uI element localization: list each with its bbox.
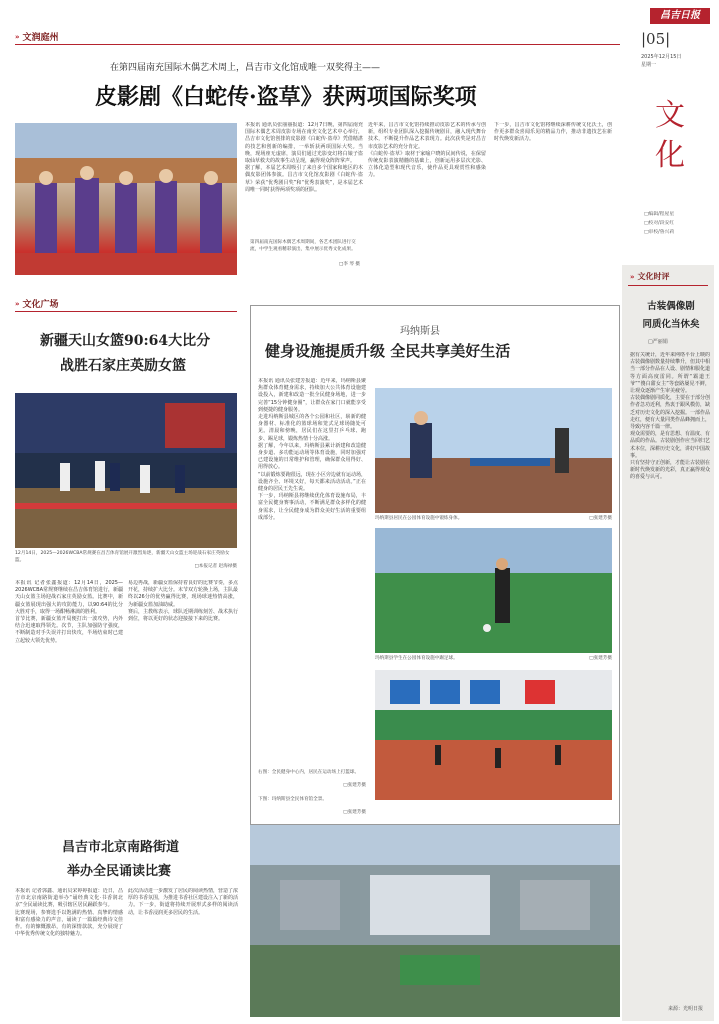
article3-title-line1: 昌吉市北京南路街道 bbox=[62, 840, 180, 855]
article4-title: 健身设施提质升级 全民共享美好生活 bbox=[265, 342, 511, 360]
article1-paragraph-1: 本报讯 通讯员张丽丽报道：12月7日晚，第四届南充国际木偶艺术周皮影专场在南充文化艺术中心举行，昌吉市文化馆创排的皮影剧《白蛇传·盗草》凭借精湛的技艺和创新的编排，一举斩获两项国际大奖。当晚，现场座无虚席，演员们通过光影变幻将白娘子盗取仙草救夫的故事生动呈现，赢得观众阵阵掌声。 bbox=[245, 122, 363, 165]
article2-paragraph-3: 易边再战，新疆女篮保持着良好的比赛节奏，多点开花，持续扩大比分。末节双方轮换上场，主队最终以26分的优势赢得比赛，现场球迷热情高涨，为新疆女篮加油助威。 bbox=[128, 580, 238, 608]
article4-paragraph-2: 走进玛纳斯县城区的各个公园和社区，崭新的健身器材、标准化的篮球场和笼式足球场随处可见。清晨和傍晚，居民们在这里打乒乓球、跑步、踢足球，锻炼热情十分高涨。 bbox=[258, 414, 366, 442]
article4-county: 玛纳斯县 bbox=[400, 326, 440, 337]
column-char-2: 化 bbox=[655, 138, 685, 173]
section-header-1: » 文润庭州 bbox=[15, 32, 59, 43]
article4-caption-3: 右图：全民健身中心内，居民在运动场上打篮球。 bbox=[258, 770, 360, 775]
article4-credit-2: □张建芳摄 bbox=[589, 656, 612, 661]
proofer-credit: □校对/段安红 bbox=[644, 221, 675, 226]
article4-credit-4: □张建芳摄 bbox=[343, 810, 366, 815]
article3-paragraph-2: 比赛现场，参赛选手以饱满的热情、真挚的情感和富有感染力的声音，诵读了一篇篇经典诗文佳作。有的慷慨激昂，有的深情款款，充分展现了中华优秀传统文化的独特魅力。 bbox=[15, 909, 123, 938]
column-char-1: 文 bbox=[655, 98, 685, 133]
article2-title-line2: 战胜石家庄英励女篮 bbox=[60, 358, 186, 374]
article3-paragraph-1: 本报讯 记者郭鑫、通讯员宋婷婷报道：近日，昌吉市北京南路街道举办“诵经典文化·书香润北京”全民诵读比赛，吸引辖区居民踊跃参与。 bbox=[15, 888, 123, 909]
article1-paragraph-4: 《白蛇传·盗草》取材于家喻户晓的民间传说，在保留传统皮影表演精髓的基础上，创新运用多层次光影、立体化造型和现代音乐，使作品更具观赏性和感染力。 bbox=[368, 150, 486, 179]
brand-logo: 昌吉日报 bbox=[650, 8, 710, 24]
article4-caption-2: 玛纳斯县学生在公园体育设施中踢足球。 bbox=[375, 656, 458, 661]
section-rule-2 bbox=[15, 311, 237, 312]
article3-title-line2: 举办全民诵读比赛 bbox=[67, 864, 172, 879]
commentary-title-line2: 同质化当休矣 bbox=[642, 319, 700, 330]
commentary-paragraph-3: 观众需要的，是有思想、有温度、有品质的作品。古装剧创作应当回归艺术本位，深耕历史文化，讲好中国故事。 bbox=[630, 431, 710, 459]
article1-subtitle: 在第四届南充国际木偶艺术周上，昌吉市文化馆成唯一双奖得主—— bbox=[110, 63, 381, 73]
article2-photo bbox=[15, 393, 237, 548]
article4-paragraph-3: 据了解，今年以来，玛纳斯县累计新建和改造健身步道、多功能运动场等体育设施，同时加强对已建设施的日常维护和管理，确保群众用得好、用得放心。 bbox=[258, 442, 366, 471]
article4-aerial-photo bbox=[250, 825, 620, 1017]
article1-paragraph-2: 据了解，本届艺术周吸引了来自多个国家和地区的木偶皮影团体参演。昌吉市文化馆皮影剧《白蛇传·盗草》荣获“优秀剧目奖”和“优秀表演奖”，是本届艺术周唯一同时获得两项奖项的团队。 bbox=[245, 165, 363, 193]
chevron-icon: » bbox=[630, 272, 635, 281]
article2-caption: 12月14日，2025—2026WCBA常规赛在昌吉体育馆展开激烈角逐，新疆天山女篮主场迎战石家庄英励女篮。 bbox=[15, 551, 230, 563]
issue-date: 2025年12月15日 bbox=[641, 54, 682, 60]
article1-photo-credit: □李 琴 摄 bbox=[338, 262, 360, 267]
commentary-paragraph-2: 古装偶像剧同质化，主要在于部分创作者急功近利，热衷于跟风模仿，缺乏对历史文化的深入挖掘。一部作品走红，便有大量同类作品蜂拥而上，导致内容千篇一律。 bbox=[630, 395, 710, 431]
section-header-2: » 文化广场 bbox=[15, 299, 59, 310]
commentary-source: 来源：光明日报 bbox=[668, 1006, 704, 1012]
chevron-icon: » bbox=[15, 299, 20, 308]
article1-photo bbox=[15, 123, 237, 275]
commentary-paragraph-4: 只有坚持守正创新，才能让古装剧在新时代焕发新的光彩，真正赢得观众的喜爱与认可。 bbox=[630, 460, 710, 481]
article4-photo-pingpong bbox=[375, 388, 612, 513]
article4-caption-4: 下图：玛纳斯县全民体育馆全景。 bbox=[258, 797, 327, 802]
section-rule-1 bbox=[15, 44, 620, 45]
article4-caption-1: 玛纳斯县居民在公园体育设施中锻炼身体。 bbox=[375, 516, 463, 521]
article2-paragraph-2: 首节比赛，新疆女篮开局便打出一波攻势，内外结合迅速取得领先。次节，主队加强防守强度，不断制造对手失误并打出快攻，半场结束时已建立起较大领先优势。 bbox=[15, 616, 123, 644]
chevron-icon: » bbox=[15, 32, 20, 41]
article1-paragraph-3: 近年来，昌吉市文化馆持续推动皮影艺术的传承与创新，组织专业团队深入挖掘传统剧目，融入现代舞台技术，不断提升作品艺术表现力。此次获奖是对昌吉市皮影艺术的充分肯定。 bbox=[368, 122, 486, 150]
article4-photo-gym bbox=[375, 670, 612, 800]
article1-paragraph-5: 下一步，昌吉市文化馆将继续深耕传统文化沃土，创作更多群众喜闻乐见的精品力作，推动非遗技艺在新时代焕发新活力。 bbox=[494, 122, 612, 143]
article4-paragraph-1: 本报讯 通讯员张建芳报道：近年来，玛纳斯县聚焦群众体育健身需求，持续加大公共体育设施建设投入，新建和改造一批全民健身场地，进一步完善“15分钟健身圈”，让群众在家门口就能享受到便捷的健身服务。 bbox=[258, 378, 366, 413]
article2-paragraph-4: 赛后，主教练表示，球队近期训练刻苦、战术执行到位，将以更好的状态迎接接下来的比赛。 bbox=[128, 608, 238, 623]
article2-photo-credit: □本报记者 赵海禄摄 bbox=[194, 564, 237, 569]
section-rule-3 bbox=[628, 285, 708, 286]
article4-photo-football bbox=[375, 528, 612, 653]
section-header-3: » 文化时评 bbox=[630, 272, 670, 281]
commentary-paragraph-1: 据有关统计，近年来网络平台上映的古装偶像剧数量持续攀升，但其中相当一部分作品在人设、剧情和服化道等方面高度雷同。所谓“霸道王爷”“傻白甜女主”等套路屡见不鲜，让观众逐渐产生审美疲劳。 bbox=[630, 352, 710, 395]
article2-title-line1: 新疆天山女篮90:64大比分 bbox=[40, 333, 211, 349]
editor-credit: □编辑/程屋星 bbox=[644, 212, 675, 217]
article1-caption: 第四届南充国际木偶艺术周期间，各艺术团队进行交流，中学生观看精彩演出，集中展示优秀文化成果。 bbox=[250, 240, 356, 252]
commentary-author: □严丽娟 bbox=[648, 339, 668, 345]
article4-paragraph-5: 下一步，玛纳斯县将继续优化体育设施布局，丰富全民健身赛事活动，不断满足群众多样化的健身需求，让全民健身成为群众美好生活的重要组成部分。 bbox=[258, 493, 366, 521]
commentary-title-line1: 古装偶像剧 bbox=[647, 301, 695, 312]
page-number: |05| bbox=[641, 30, 671, 48]
article4-credit-3: □张建芳摄 bbox=[343, 783, 366, 788]
issue-weekday: 星期一 bbox=[641, 62, 657, 68]
article2-paragraph-1: 本报讯 记者张鑫报道：12月14日，2025—2026WCBA常规赛继续在昌吉体育馆进行，新疆天山女篮主场迎战石家庄英励女篮。比赛中，新疆女篮展现出强大的攻防能力，以90:64的比分大胜对手，取得一场酣畅淋漓的胜利。 bbox=[15, 580, 123, 615]
article1-title: 皮影剧《白蛇传·盗草》获两项国际奖项 bbox=[95, 84, 477, 110]
article3-paragraph-3: 此次活动进一步激发了居民的阅读热情，营造了浓厚的书香氛围，为推进书香社区建设注入了新的活力。下一步，街道将持续开展形式多样的阅读活动，让书香浸润更多居民的生活。 bbox=[128, 888, 238, 916]
article4-paragraph-4: “以前锻炼要跑很远，现在小区旁边就有运动场，设施齐全、环境又好，每天都来活动活动。”正在健身的居民王先生说。 bbox=[258, 471, 366, 493]
article4-credit-1: □张建芳摄 bbox=[589, 516, 612, 521]
reviewer-credit: □审校/鲁兴莉 bbox=[644, 230, 675, 235]
